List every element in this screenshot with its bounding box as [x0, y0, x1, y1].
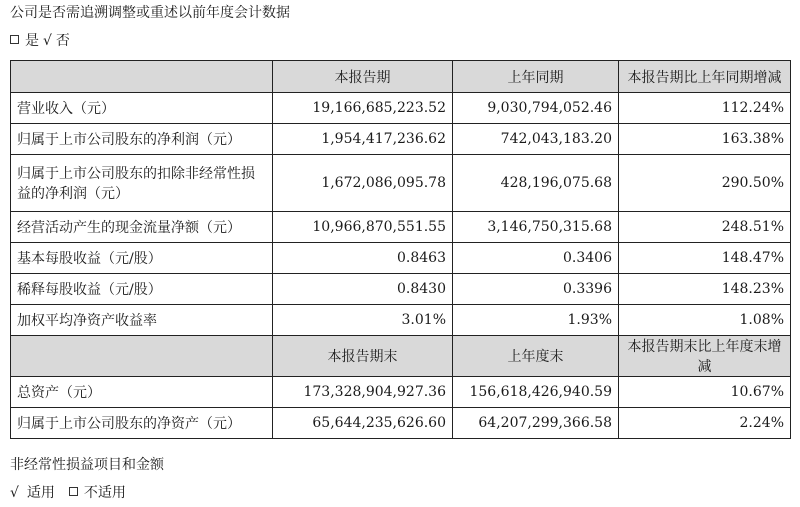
- table-header-row: [11, 61, 791, 93]
- table-header-cell: 上年度末: [453, 336, 619, 377]
- table-header-cell: 本报告期末: [273, 336, 453, 377]
- non-recurring-note: 非经常性损益项目和金额: [10, 457, 164, 473]
- table-header-row: [11, 336, 791, 377]
- checkbox-icon: [69, 487, 78, 496]
- not-applicable-label: 不适用: [83, 485, 126, 501]
- restate-choice: [10, 32, 70, 50]
- applicable-label: 适用: [26, 485, 55, 501]
- row-label: 归属于上市公司股东的净资产（元）: [11, 408, 273, 439]
- check-mark-icon: √: [10, 485, 19, 501]
- checkbox-icon: [10, 35, 19, 44]
- no-label: 否: [55, 33, 70, 49]
- change-value: 148.47%: [619, 243, 791, 274]
- section-intro: 公司是否需追溯调整或重述以前年度会计数据: [10, 5, 290, 21]
- table-row: [11, 212, 791, 243]
- current-value: 0.8430: [273, 274, 453, 305]
- current-value: 1,672,086,095.78: [273, 155, 453, 212]
- row-label: 加权平均净资产收益率: [11, 305, 273, 336]
- row-label: 经营活动产生的现金流量净额（元）: [11, 212, 273, 243]
- current-value: 1,954,417,236.62: [273, 124, 453, 155]
- current-value: 65,644,235,626.60: [273, 408, 453, 439]
- change-value: 148.23%: [619, 274, 791, 305]
- row-label: 基本每股收益（元/股）: [11, 243, 273, 274]
- change-value: 10.67%: [619, 377, 791, 408]
- yes-label: 是: [25, 33, 39, 49]
- table-row: [11, 377, 791, 408]
- row-label: 归属于上市公司股东的净利润（元）: [11, 124, 273, 155]
- change-value: 163.38%: [619, 124, 791, 155]
- prior-value: 0.3396: [453, 274, 619, 305]
- row-label: 稀释每股收益（元/股）: [11, 274, 273, 305]
- table-header-cell: 本报告期: [273, 61, 453, 93]
- current-value: 173,328,904,927.36: [273, 377, 453, 408]
- change-value: 248.51%: [619, 212, 791, 243]
- table-row: [11, 124, 791, 155]
- table-row: [11, 408, 791, 439]
- table-row: [11, 155, 791, 212]
- prior-value: 0.3406: [453, 243, 619, 274]
- prior-value: 742,043,183.20: [453, 124, 619, 155]
- row-label: 营业收入（元）: [11, 93, 273, 124]
- check-mark-icon: √: [43, 33, 52, 49]
- table-row: [11, 274, 791, 305]
- current-value: 19,166,685,223.52: [273, 93, 453, 124]
- table-row: [11, 305, 791, 336]
- change-value: 1.08%: [619, 305, 791, 336]
- current-value: 3.01%: [273, 305, 453, 336]
- table-header-cell: 本报告期末比上年度末增减: [619, 336, 791, 377]
- table-header-blank: [11, 336, 273, 377]
- row-label: 归属于上市公司股东的扣除非经常性损益的净利润（元）: [11, 155, 273, 212]
- prior-value: 156,618,426,940.59: [453, 377, 619, 408]
- financial-data-table: [10, 60, 791, 439]
- applicable-choice: [10, 484, 126, 502]
- prior-value: 64,207,299,366.58: [453, 408, 619, 439]
- prior-value: 1.93%: [453, 305, 619, 336]
- table-header-cell: 上年同期: [453, 61, 619, 93]
- current-value: 10,966,870,551.55: [273, 212, 453, 243]
- prior-value: 3,146,750,315.68: [453, 212, 619, 243]
- change-value: 290.50%: [619, 155, 791, 212]
- table-header-cell: 本报告期比上年同期增减: [619, 61, 791, 93]
- current-value: 0.8463: [273, 243, 453, 274]
- row-label: 总资产（元）: [11, 377, 273, 408]
- prior-value: 9,030,794,052.46: [453, 93, 619, 124]
- table-row: [11, 243, 791, 274]
- change-value: 2.24%: [619, 408, 791, 439]
- prior-value: 428,196,075.68: [453, 155, 619, 212]
- table-header-blank: [11, 61, 273, 93]
- change-value: 112.24%: [619, 93, 791, 124]
- table-row: [11, 93, 791, 124]
